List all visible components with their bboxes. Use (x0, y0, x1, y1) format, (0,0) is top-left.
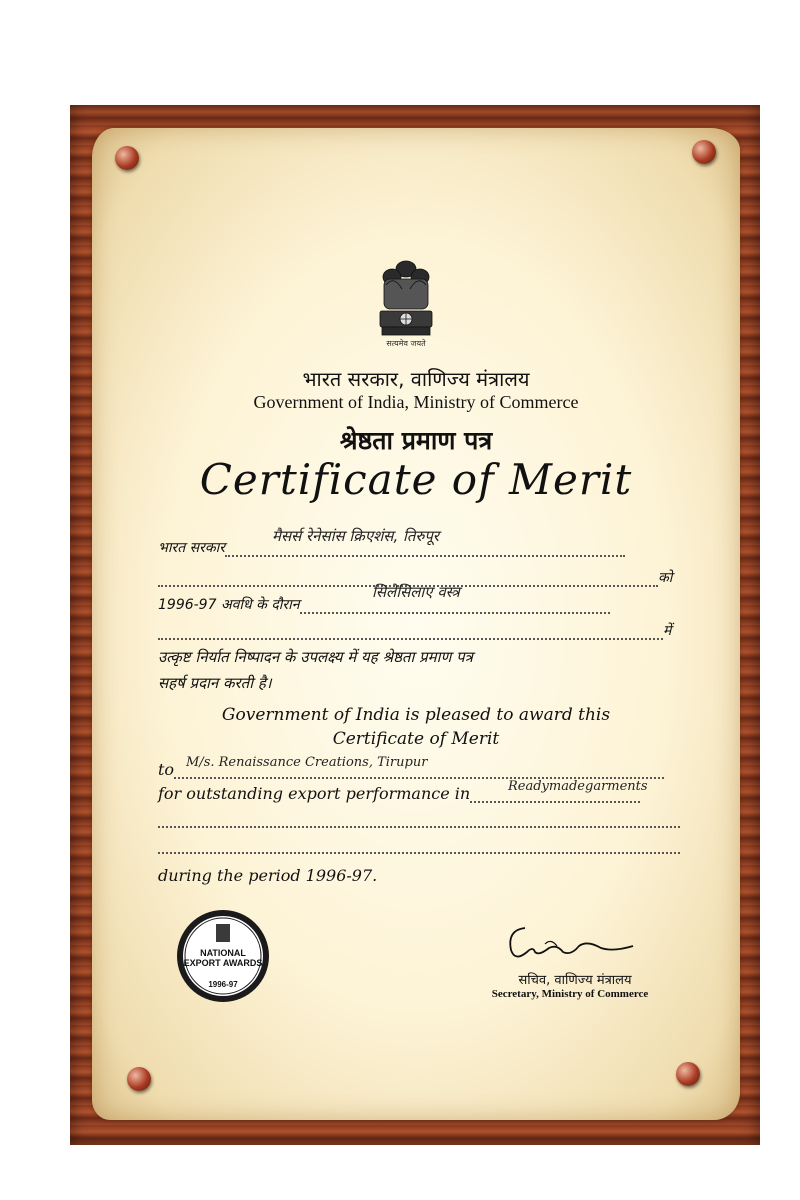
seal-line-2: EXPORT AWARDS (183, 958, 263, 968)
certificate-title-english: Certificate of Merit (199, 455, 633, 504)
secretary-designation-hindi: सचिव, वाणिज्य मंत्रालय (518, 973, 632, 988)
performance-line: for outstanding export performance in (158, 784, 680, 803)
pin-bottom-right-icon (676, 1062, 700, 1086)
award-line-1: Government of India is pleased to award this (221, 705, 611, 725)
national-export-awards-seal (162, 908, 284, 1004)
ministry-title-hindi: भारत सरकार, वाणिज्य मंत्रालय (302, 367, 530, 391)
hindi-line-4: में (158, 621, 680, 640)
certificate-title-hindi: श्रेष्ठता प्रमाण पत्र (339, 426, 493, 455)
hindi-line-1: भारत सरकार (158, 538, 680, 557)
award-line-2: Certificate of Merit (332, 729, 500, 749)
secretary-designation-english: Secretary, Ministry of Commerce (491, 988, 649, 1000)
blank-line-1 (158, 812, 680, 828)
recipient-english: M/s. Renaissance Creations, Tirupur (186, 755, 428, 770)
pin-top-right-icon (692, 140, 716, 164)
hindi-line-3: 1996-97 अवधि के दौरान (158, 595, 680, 614)
signature (505, 922, 645, 968)
award-to-line: to (158, 760, 680, 779)
pin-bottom-left-icon (127, 1067, 151, 1091)
blank-line-2 (158, 838, 680, 854)
seal-line-1: NATIONAL (200, 948, 246, 958)
hindi-line-5: उत्कृष्ट निर्यात निष्पादन के उपलक्ष्य में यह श्रेष्ठता प्रमाण पत्र (158, 648, 473, 666)
period-line: during the period 1996-97. (158, 866, 378, 885)
emblem-motto: सत्यमेव जयते (386, 339, 426, 348)
hindi-line-2: को (158, 568, 680, 587)
product-hindi: सिलेसिलाए वस्त्र (372, 583, 460, 601)
product-english: Readymadegarments (508, 779, 648, 794)
hindi-line-6: सहर्ष प्रदान करती है। (158, 674, 272, 692)
seal-year: 1996-97 (208, 980, 238, 989)
recipient-hindi: मैसर्स रेनेसांस क्रिएशंस, तिरुपूर (272, 527, 440, 545)
ministry-title-english: Government of India, Ministry of Commerce (253, 392, 579, 412)
pin-top-left-icon (115, 146, 139, 170)
